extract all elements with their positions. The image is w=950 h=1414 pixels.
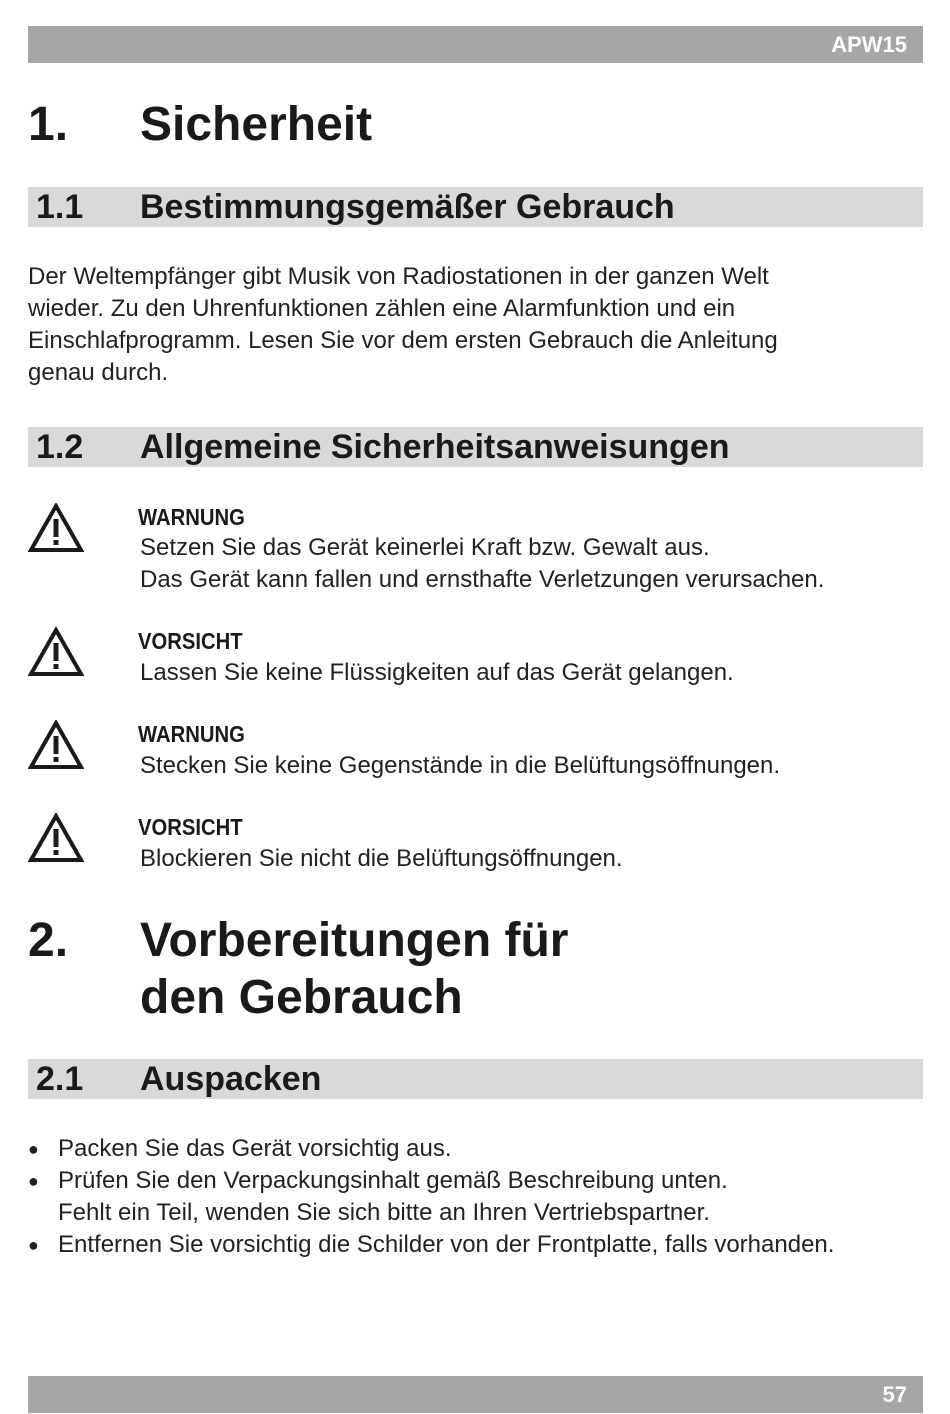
- warning-text: [140, 657, 734, 689]
- paragraph-line: Einschlafprogramm. Lesen Sie vor dem ersten Gebrauch die Anleitung: [28, 327, 778, 354]
- intended-use-paragraph: [28, 261, 908, 389]
- warning-triangle-icon: [28, 627, 84, 677]
- model-label: APW15: [831, 32, 907, 57]
- subsection-1-1-heading: [28, 187, 923, 227]
- caution-label: VORSICHT: [138, 628, 243, 654]
- section-number: 2.: [28, 914, 69, 967]
- bullet-icon: ●: [28, 1139, 39, 1159]
- page-number: 57: [882, 1382, 907, 1407]
- list-item-text: Packen Sie das Gerät vorsichtig aus.: [58, 1135, 452, 1162]
- header-bar: [28, 26, 923, 63]
- subsection-number: 1.1: [36, 188, 84, 226]
- warning-triangle-icon: [28, 720, 84, 770]
- warning-line: Setzen Sie das Gerät keinerlei Kraft bzw. Gewalt aus.: [140, 534, 710, 561]
- warning-line: Das Gerät kann fallen und ernsthafte Verletzungen verursachen.: [140, 566, 825, 593]
- section-title-line-1: Vorbereitungen für: [140, 914, 569, 967]
- subsection-title: Bestimmungsgemäßer Gebrauch: [140, 188, 675, 226]
- subsection-2-1-heading: [28, 1059, 923, 1099]
- subsection-1-2-heading: [28, 427, 923, 467]
- list-item-line: Fehlt ein Teil, wenden Sie sich bitte an Ihren Vertriebspartner.: [58, 1199, 710, 1226]
- paragraph-line: Der Weltempfänger gibt Musik von Radiostationen in der ganzen Welt: [28, 263, 769, 290]
- list-item-line: Prüfen Sie den Verpackungsinhalt gemäß Beschreibung unten.: [58, 1167, 728, 1194]
- warning-text: [140, 532, 824, 596]
- section-number: 1.: [28, 98, 69, 151]
- section-title: Sicherheit: [140, 98, 373, 151]
- warning-triangle-icon: [28, 813, 84, 863]
- warning-text: [140, 843, 623, 875]
- paragraph-line: wieder. Zu den Uhrenfunktionen zählen eine Alarmfunktion und ein: [28, 295, 736, 322]
- warning-triangle-icon: [28, 503, 84, 553]
- warning-label: WARNUNG: [138, 504, 245, 530]
- bullet-icon: ●: [28, 1235, 39, 1255]
- paragraph-line: genau durch.: [28, 359, 169, 386]
- warning-line: Stecken Sie keine Gegenstände in die Belüftungsöffnungen.: [140, 752, 781, 779]
- bullet-icon: ●: [28, 1171, 39, 1191]
- subsection-number: 1.2: [36, 428, 84, 466]
- warning-text: [140, 750, 780, 782]
- subsection-title: Auspacken: [140, 1060, 322, 1098]
- list-item-text: [58, 1165, 728, 1229]
- warning-line: Lassen Sie keine Flüssigkeiten auf das Gerät gelangen.: [140, 659, 734, 686]
- warning-line: Blockieren Sie nicht die Belüftungsöffnungen.: [140, 845, 623, 872]
- footer-bar: [28, 1376, 923, 1413]
- subsection-number: 2.1: [36, 1060, 84, 1098]
- caution-label: VORSICHT: [138, 814, 243, 840]
- subsection-title: Allgemeine Sicherheitsanweisungen: [140, 428, 730, 466]
- warning-label: WARNUNG: [138, 721, 245, 747]
- list-item-text: Entfernen Sie vorsichtig die Schilder von der Frontplatte, falls vorhanden.: [58, 1231, 835, 1258]
- section-title-line-2: den Gebrauch: [140, 971, 463, 1024]
